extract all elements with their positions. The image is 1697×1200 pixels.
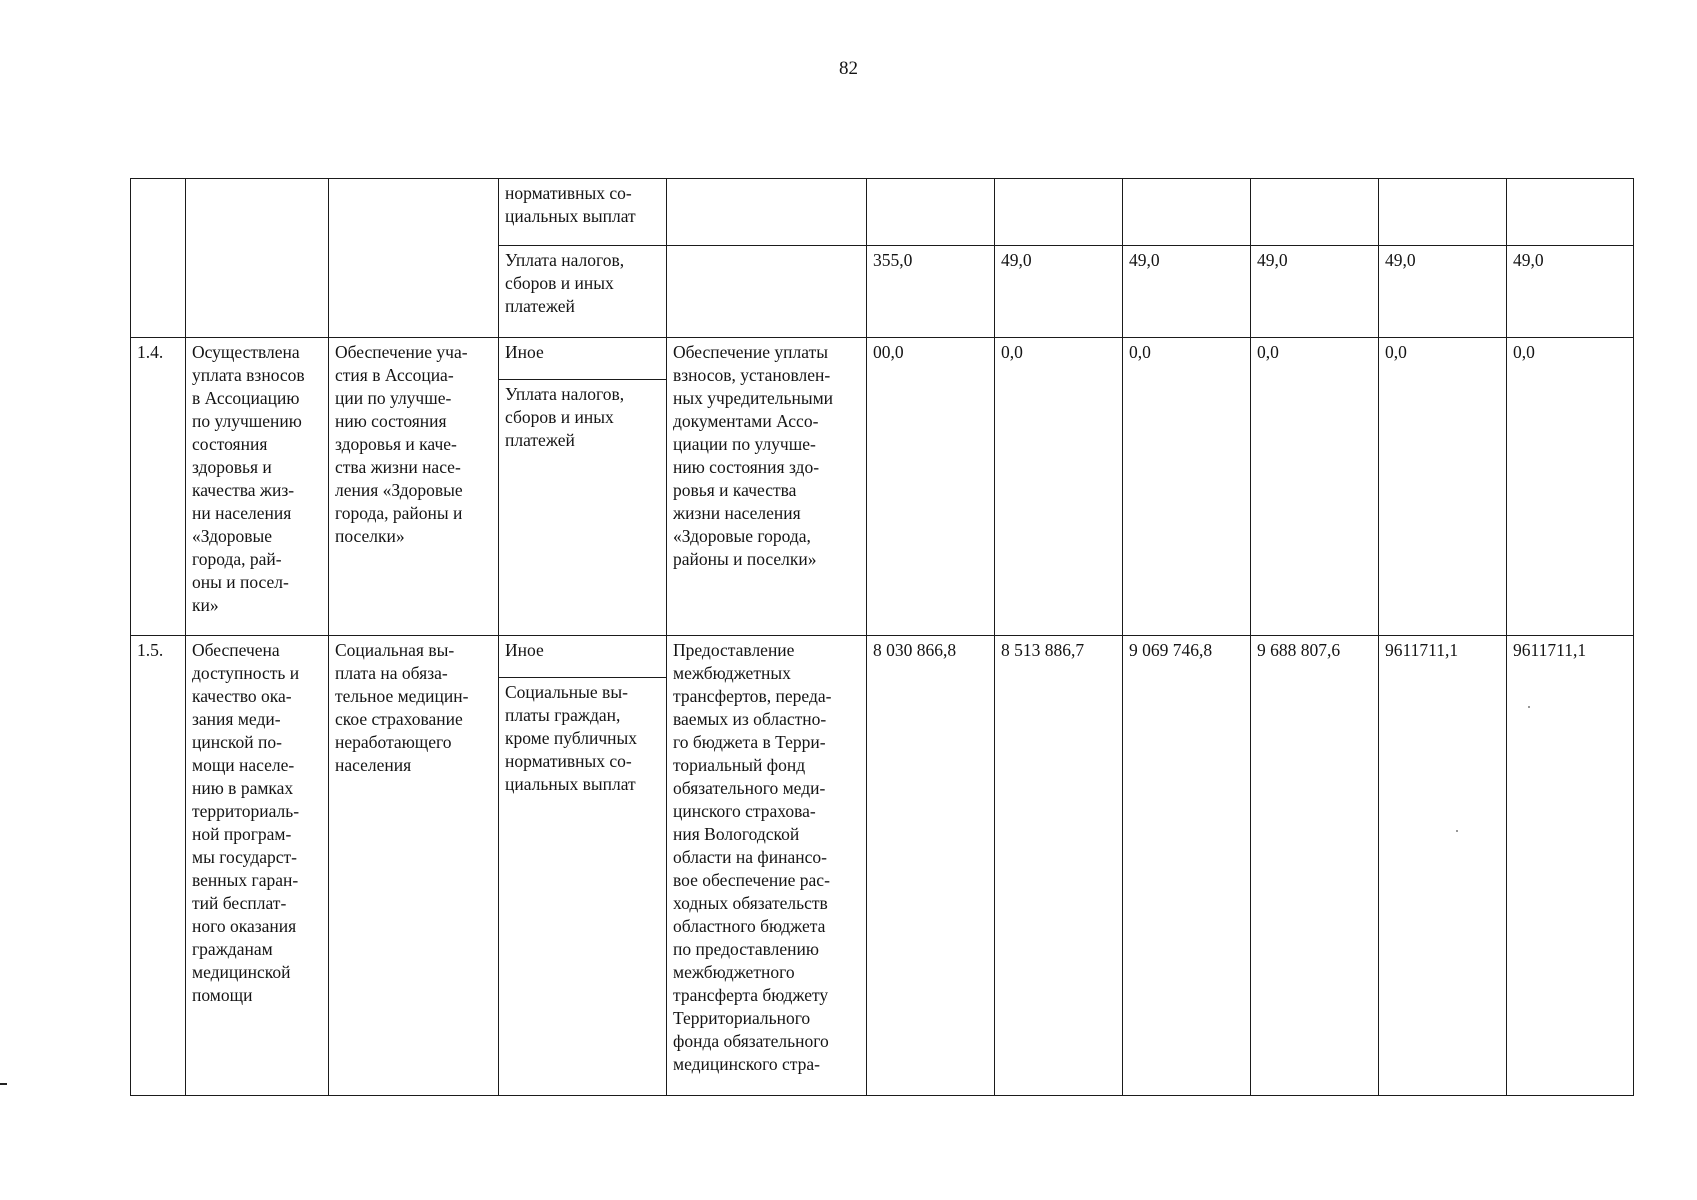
expense-type-cell: Иное	[499, 338, 667, 380]
activity-text: Обеспечение уча- стия в Ассоциа- ции по улучше- нию состояния здоровья и каче- ства жизни насе- ления «Здоровые города, районы и поселки»	[335, 342, 468, 546]
value-cell	[1123, 179, 1251, 246]
value-cell	[995, 179, 1123, 246]
value-cell	[867, 179, 995, 246]
activity-cell	[329, 636, 499, 1096]
table-row	[131, 338, 1634, 380]
description-cell	[667, 179, 867, 246]
description-text: Предоставление межбюджетных трансфертов, переда- ваемых из областно- го бюджета в Терри- ториальный фонд обязательного меди- цинского страхова- ния Вологодской области на финансо- вое обеспечение рас- ходных обязательств областного бюджета по предоставлению межбюджетного трансферта бюджету Территориального фонда обязательного медицинского стра-	[673, 640, 832, 1074]
value-cell: 00,0	[867, 338, 995, 636]
budget-table	[130, 178, 1634, 1096]
expense-type-text: Уплата налогов, сборов и иных платежей	[505, 250, 625, 316]
result-cell	[186, 338, 329, 636]
table-row	[131, 636, 1634, 678]
row-number: 1.4.	[131, 338, 186, 636]
description-cell	[667, 246, 867, 338]
expense-type-cell	[499, 380, 667, 636]
row-number: 1.5.	[131, 636, 186, 1096]
value-cell: 49,0	[1123, 246, 1251, 338]
page-number: 82	[839, 58, 858, 79]
value-cell: 49,0	[1379, 246, 1507, 338]
table-row	[131, 179, 1634, 246]
value-cell: 9 069 746,8	[1123, 636, 1251, 1096]
value-cell: 0,0	[995, 338, 1123, 636]
value-cell	[1379, 179, 1507, 246]
scan-speck	[1528, 706, 1530, 708]
expense-type-cell: Иное	[499, 636, 667, 678]
description-cell	[667, 338, 867, 636]
expense-type-cell	[499, 179, 667, 246]
activity-cell	[329, 338, 499, 636]
value-cell: 0,0	[1123, 338, 1251, 636]
value-cell: 0,0	[1507, 338, 1634, 636]
value-cell: 0,0	[1251, 338, 1379, 636]
expense-type-cell	[499, 678, 667, 1096]
value-cell: 0,0	[1379, 338, 1507, 636]
value-cell: 8 513 886,7	[995, 636, 1123, 1096]
value-cell	[1251, 179, 1379, 246]
value-cell: 49,0	[995, 246, 1123, 338]
expense-type-cell	[499, 246, 667, 338]
margin-mark	[0, 1083, 7, 1085]
scan-speck	[1456, 830, 1458, 832]
activity-cell	[329, 179, 499, 338]
activity-text: Социальная вы- плата на обяза- тельное медицин- ское страхование неработающего населения	[335, 640, 469, 775]
value-cell: 9611711,1	[1507, 636, 1634, 1096]
value-cell: 9 688 807,6	[1251, 636, 1379, 1096]
value-cell: 8 030 866,8	[867, 636, 995, 1096]
value-cell: 49,0	[1251, 246, 1379, 338]
expense-type-text: нормативных со- циальных выплат	[505, 183, 636, 226]
num-cell	[131, 179, 186, 338]
description-cell	[667, 636, 867, 1096]
description-text: Обеспечение уплаты взносов, установлен- ных учредительными документами Ассо- циации по улучше- нию состояния здо- ровья и качества жизни населения «Здоровые города, районы и поселки»	[673, 342, 834, 569]
expense-type-text: Социальные вы- платы граждан, кроме публичных нормативных со- циальных выплат	[505, 682, 638, 794]
value-cell	[1507, 179, 1634, 246]
value-cell: 355,0	[867, 246, 995, 338]
result-text: Осуществлена уплата взносов в Ассоциацию по улучшению состояния здоровья и качества жиз- ни населения «Здоровые города, рай- оны и посел- ки»	[192, 342, 305, 615]
value-cell: 9611711,1	[1379, 636, 1507, 1096]
result-cell	[186, 636, 329, 1096]
expense-type-text: Уплата налогов, сборов и иных платежей	[505, 384, 625, 450]
result-text: Обеспечена доступность и качество ока- зания меди- цинской по- мощи населе- нию в рамках территориаль- ной програм- мы государст- венных гаран- тий бесплат- ного оказания гражданам медицинской помощи	[192, 640, 300, 1005]
result-cell	[186, 179, 329, 338]
value-cell: 49,0	[1507, 246, 1634, 338]
